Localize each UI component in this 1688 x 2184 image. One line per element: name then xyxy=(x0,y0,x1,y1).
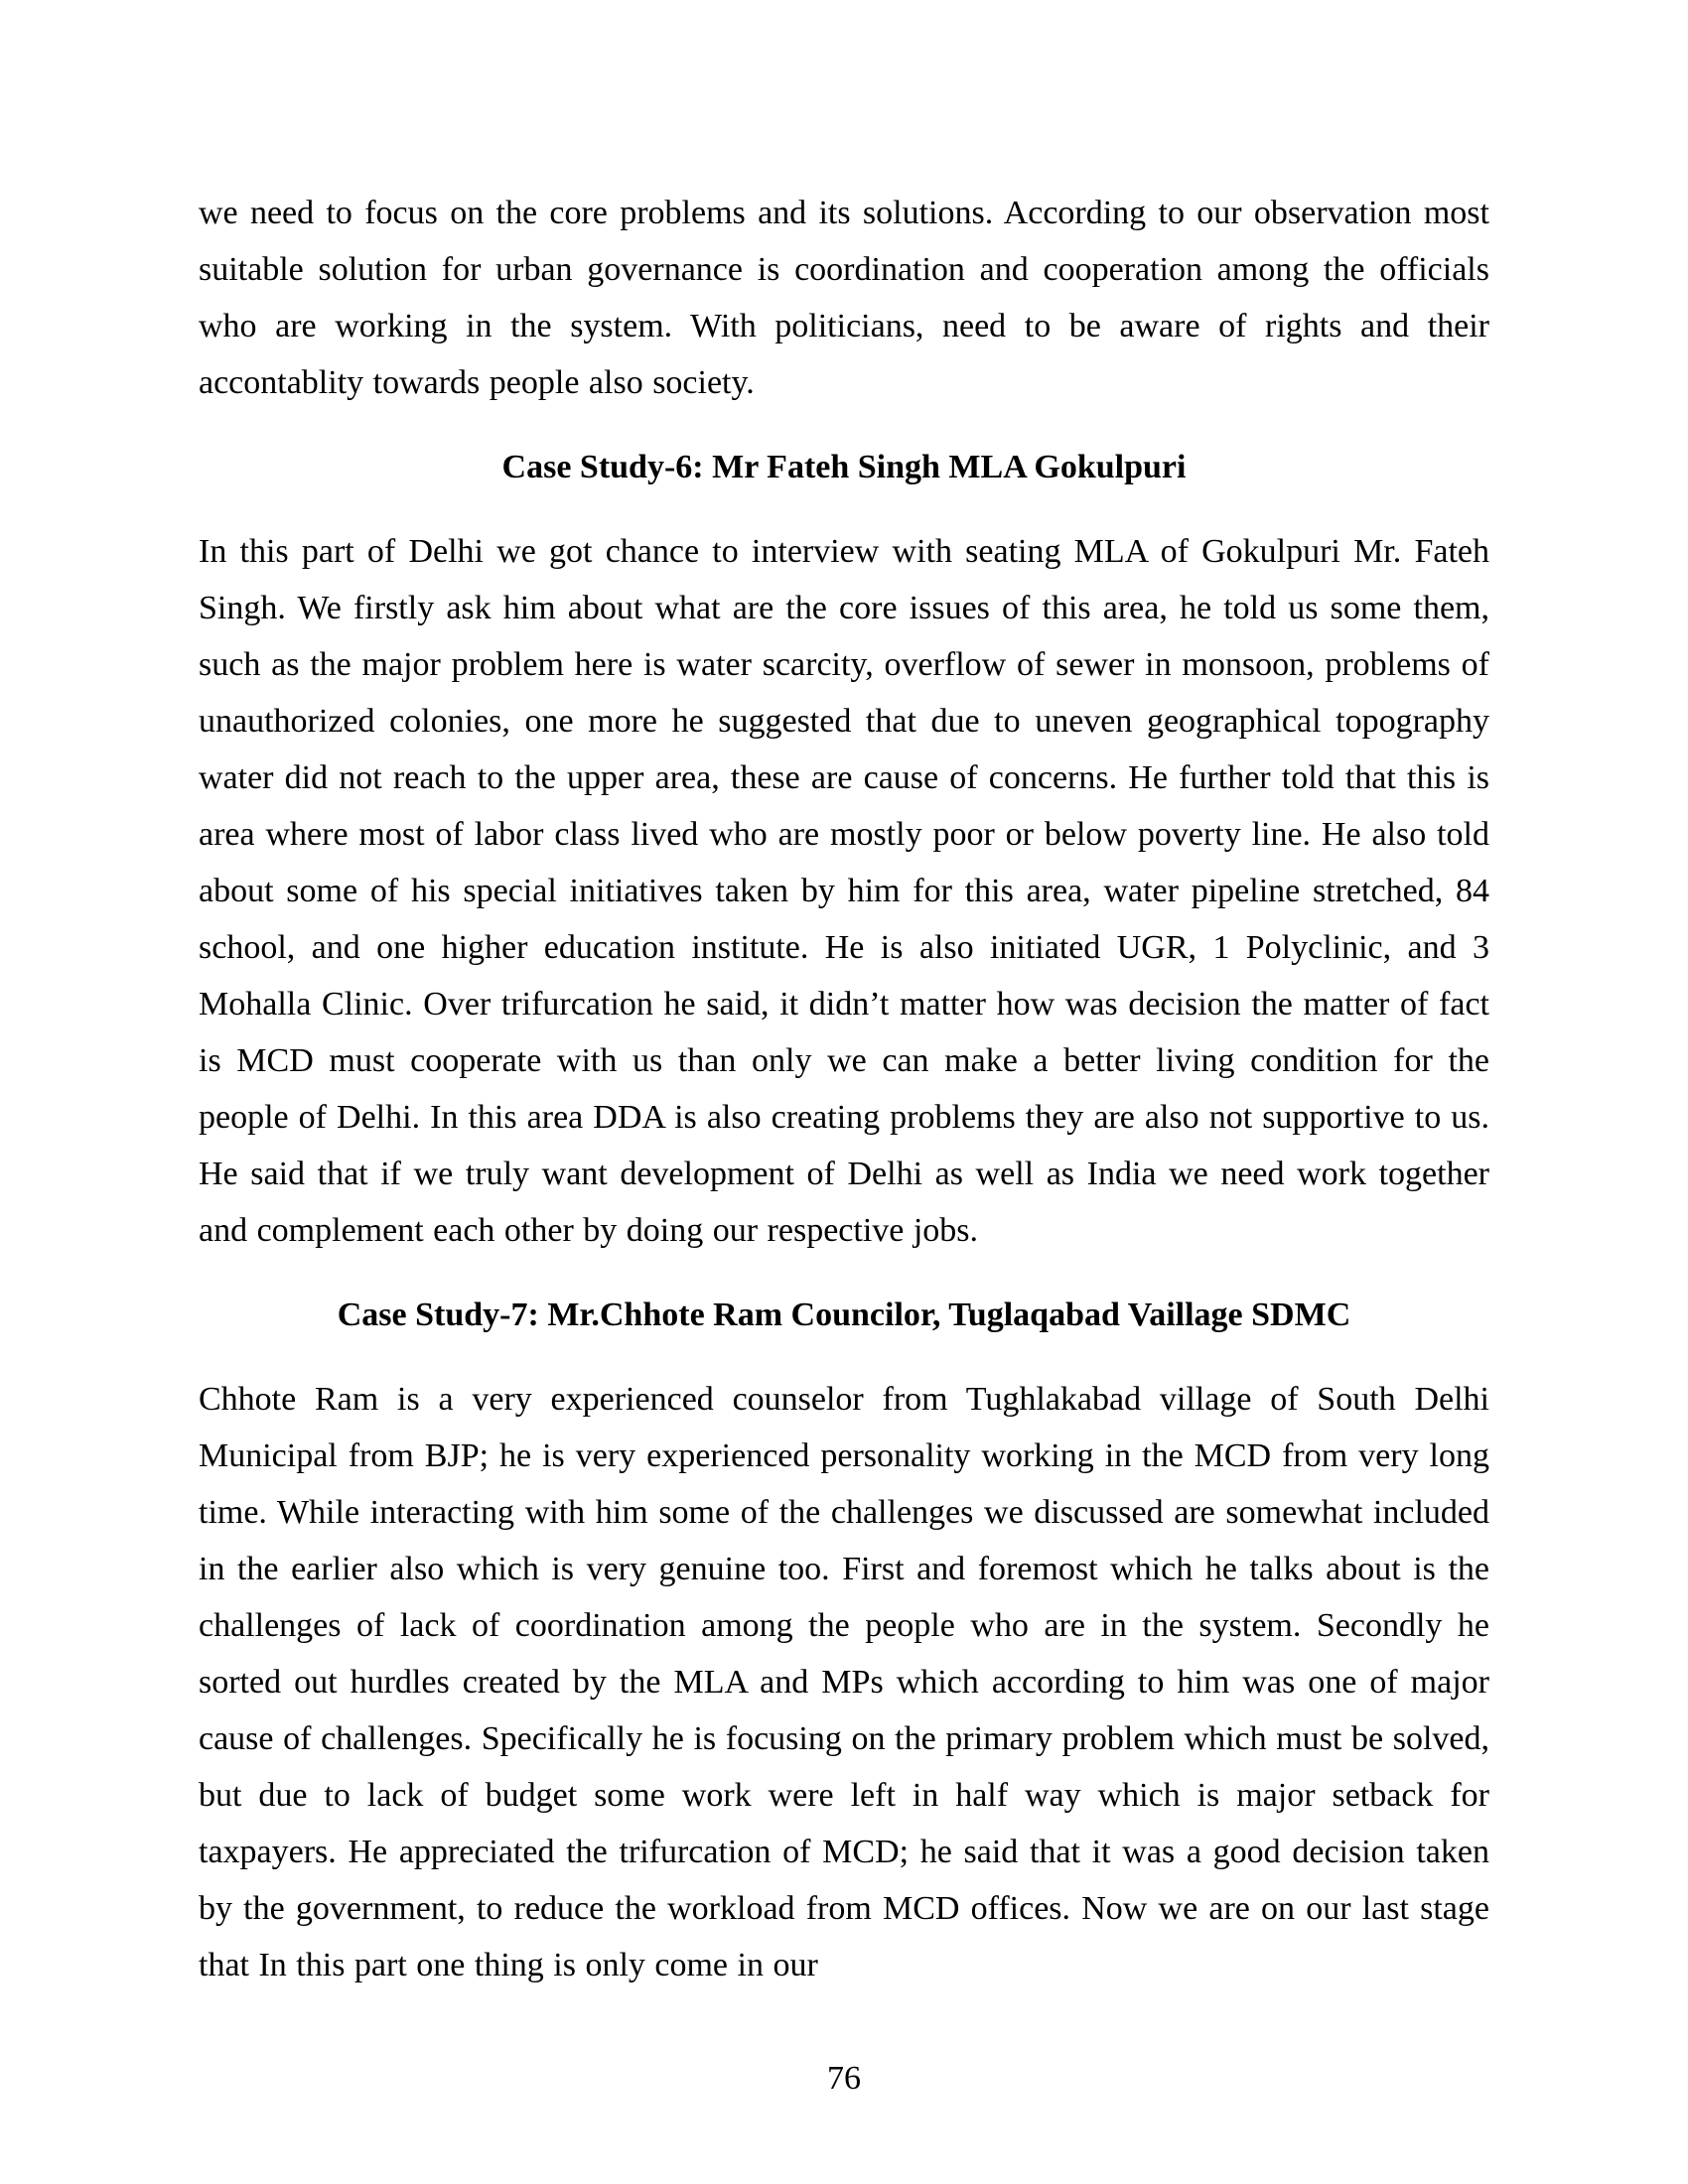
page-text-column xyxy=(199,185,1489,2107)
page-number: 76 xyxy=(827,2060,861,2097)
heading-case-study-6: Case Study-6: Mr Fateh Singh MLA Gokulpuri xyxy=(501,449,1187,485)
paragraph-case-study-6-fateh-singh: In this part of Delhi we got chance to interview with seating MLA of Gokulpuri Mr. Fateh Singh. We firstly ask him about what are the core issues of this area, he told us some them, such as the major problem here is water scarcity, overflow of sewer in monsoon, problems of unauthorized colonies, one more he suggested that due to uneven geographical topography water did not reach to the upper area, these are cause of concerns. He further told that this is area where most of labor class lived who are mostly poor or below poverty line. He also told about some of his special initiatives taken by him for this area, water pipeline stretched, 84 school, and one higher education institute. He is also initiated UGR, 1 Polyclinic, and 3 Mohalla Clinic. Over trifurcation he said, it didn’t matter how was decision the matter of fact is MCD must cooperate with us than only we can make a better living condition for the people of Delhi. In this area DDA is also creating problems they are also not supportive to us. He said that if we truly want development of Delhi as well as India we need work together and complement each other by doing our respective jobs. xyxy=(199,533,1489,1249)
paragraph-case-study-7-chhote-ram: Chhote Ram is a very experienced counselor from Tughlakabad village of South Delhi Municipal from BJP; he is very experienced personality working in the MCD from very long time. While interacting with him some of the challenges we discussed are somewhat included in the earlier also which is very genuine too. First and foremost which he talks about is the challenges of lack of coordination among the people who are in the system. Secondly he sorted out hurdles created by the MLA and MPs which according to him was one of major cause of challenges. Specifically he is focusing on the primary problem which must be solved, but due to lack of budget some work were left in half way which is major setback for taxpayers. He appreciated the trifurcation of MCD; he said that it was a good decision taken by the government, to reduce the workload from MCD offices. Now we are on our last stage that In this part one thing is only come in our xyxy=(199,1381,1489,1983)
heading-case-study-7: Case Study-7: Mr.Chhote Ram Councilor, Tuglaqabad Vaillage SDMC xyxy=(337,1297,1351,1333)
paragraph-urban-governance-solution: we need to focus on the core problems and its solutions. According to our observation most suitable solution for urban governance is coordination and cooperation among the officials who are working in the system. With politicians, need to be aware of rights and their accontablity towards people also society. xyxy=(199,195,1489,401)
